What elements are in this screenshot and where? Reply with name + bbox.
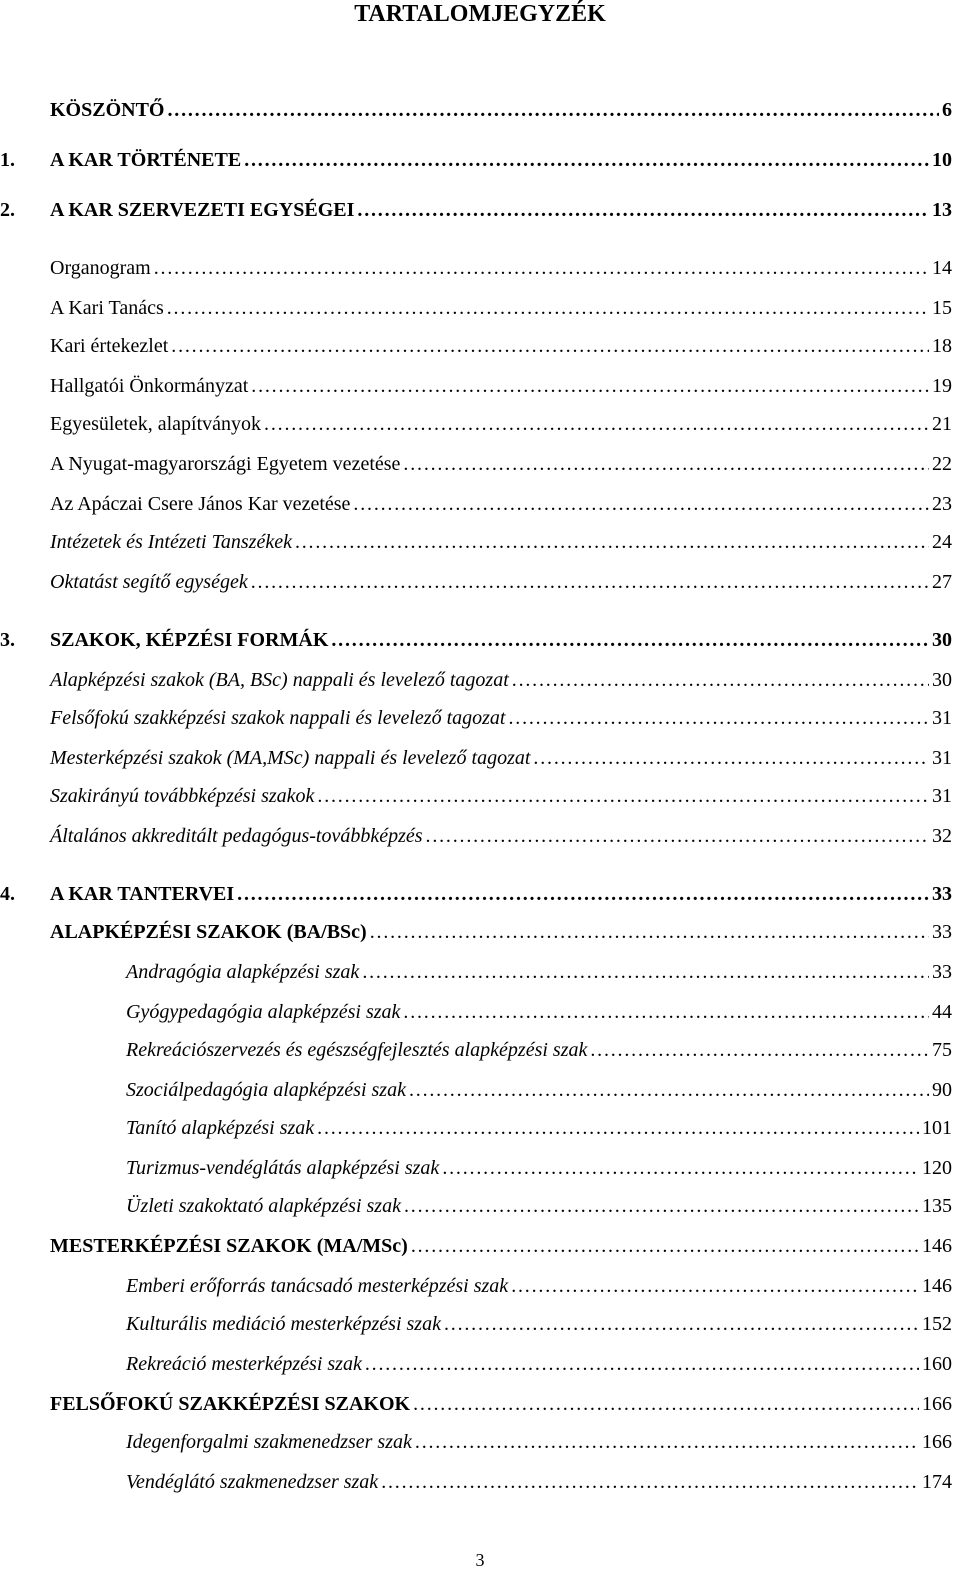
toc-entry[interactable] (0, 778, 952, 808)
toc-entry-title: Általános akkreditált pedagógus-továbbképzés (50, 825, 423, 847)
toc-entry-page: 27 (932, 571, 952, 593)
toc-entry[interactable] (0, 994, 952, 1024)
toc-entry[interactable] (0, 192, 952, 222)
toc-entry-title: MESTERKÉPZÉSI SZAKOK (MA/MSc) (50, 1235, 408, 1257)
toc-entry-page: 31 (932, 785, 952, 807)
toc-entry-number: 3. (0, 629, 15, 651)
toc-entry-page: 32 (932, 825, 952, 847)
toc-entry-page: 14 (932, 257, 952, 279)
toc-dot-leader (511, 1274, 919, 1298)
toc-entry-page: 13 (932, 199, 952, 221)
toc-entry[interactable] (0, 1150, 952, 1180)
toc-entry-title: A KAR TÖRTÉNETE (50, 149, 242, 171)
toc-entry-page: 31 (932, 707, 952, 729)
toc-entry[interactable] (0, 1072, 952, 1102)
toc-dot-leader (409, 1078, 929, 1102)
toc-entry-page: 101 (922, 1117, 952, 1139)
toc-dot-leader (244, 148, 929, 172)
toc-entry[interactable] (0, 1032, 952, 1062)
toc-entry-title: A KAR SZERVEZETI EGYSÉGEI (50, 199, 355, 221)
toc-entry[interactable] (0, 142, 952, 172)
toc-entry[interactable] (0, 406, 952, 436)
toc-dot-leader (413, 1392, 919, 1416)
toc-entry-page: 6 (942, 99, 952, 121)
toc-entry[interactable] (0, 1424, 952, 1454)
toc-entry-page: 31 (932, 747, 952, 769)
toc-entry-page: 44 (932, 1001, 952, 1023)
toc-entry-title: Mesterképzési szakok (MA,MSc) nappali és levelező tagozat (50, 747, 531, 769)
toc-dot-leader (251, 374, 929, 398)
toc-entry[interactable] (0, 876, 952, 906)
toc-dot-leader (415, 1430, 919, 1454)
toc-dot-leader (264, 412, 929, 436)
toc-dot-leader (533, 746, 929, 770)
toc-entry-page: 135 (922, 1195, 952, 1217)
toc-entry-title: Idegenforgalmi szakmenedzser szak (126, 1431, 412, 1453)
toc-dot-leader (370, 920, 929, 944)
toc-entry[interactable] (0, 700, 952, 730)
toc-entry-page: 33 (932, 921, 952, 943)
toc-entry[interactable] (0, 1110, 952, 1140)
toc-dot-leader (411, 1234, 919, 1258)
toc-entry-title: Emberi erőforrás tanácsadó mesterképzési szak (126, 1275, 509, 1297)
toc-entry-title: Üzleti szakoktató alapképzési szak (126, 1195, 401, 1217)
toc-entry-title: Organogram (50, 257, 151, 279)
toc-entry-page: 23 (932, 493, 952, 515)
toc-entry[interactable] (0, 368, 952, 398)
toc-entry-page: 18 (932, 335, 952, 357)
toc-entry-page: 75 (932, 1039, 952, 1061)
toc-entry-page: 33 (932, 961, 952, 983)
toc-entry-title: Kari értekezlet (50, 335, 169, 357)
toc-dot-leader (154, 256, 929, 280)
toc-entry-title: Tanító alapképzési szak (126, 1117, 315, 1139)
toc-entry-page: 21 (932, 413, 952, 435)
toc-entry-title: A KAR TANTERVEI (50, 883, 235, 905)
toc-entry-page: 24 (932, 531, 952, 553)
toc-entry-title: Alapképzési szakok (BA, BSc) nappali és levelező tagozat (50, 669, 509, 691)
toc-entry-title: Turizmus-vendéglátás alapképzési szak (126, 1157, 440, 1179)
toc-dot-leader (167, 98, 939, 122)
toc-entry[interactable] (0, 290, 952, 320)
toc-entry-title: A Kari Tanács (50, 297, 164, 319)
toc-dot-leader (365, 1352, 919, 1376)
toc-dot-leader (590, 1038, 929, 1062)
toc-entry-page: 166 (922, 1431, 952, 1453)
toc-entry-page: 15 (932, 297, 952, 319)
toc-dot-leader (295, 530, 929, 554)
toc-entry[interactable] (0, 92, 952, 122)
toc-dot-leader (251, 570, 929, 594)
toc-entry-title: Egyesületek, alapítványok (50, 413, 262, 435)
toc-dot-leader (317, 784, 929, 808)
toc-entry-page: 30 (932, 669, 952, 691)
toc-entry[interactable] (0, 1228, 952, 1258)
toc-entry[interactable] (0, 1188, 952, 1218)
toc-entry[interactable] (0, 1306, 952, 1336)
toc-entry-title: Rekreációszervezés és egészségfejlesztés alapképzési szak (126, 1039, 588, 1061)
toc-dot-leader (331, 628, 929, 652)
toc-entry-page: 146 (922, 1275, 952, 1297)
toc-entry-number: 2. (0, 199, 15, 221)
toc-entry[interactable] (0, 818, 952, 848)
toc-entry-title: SZAKOK, KÉPZÉSI FORMÁK (50, 629, 329, 651)
toc-dot-leader (508, 706, 929, 730)
toc-dot-leader (381, 1470, 919, 1494)
toc-entry-title: Andragógia alapképzési szak (126, 961, 360, 983)
toc-entry-page: 160 (922, 1353, 952, 1375)
toc-entry-page: 174 (922, 1471, 952, 1493)
toc-entry-title: Rekreáció mesterképzési szak (126, 1353, 362, 1375)
toc-entry[interactable] (0, 250, 952, 280)
toc-entry-number: 1. (0, 149, 15, 171)
toc-entry[interactable] (0, 1386, 952, 1416)
toc-dot-leader (403, 452, 929, 476)
toc-entry-title: Szakirányú továbbképzési szakok (50, 785, 315, 807)
toc-entry-title: Intézetek és Intézeti Tanszékek (50, 531, 292, 553)
page-title: TARTALOMJEGYZÉK (354, 1, 606, 27)
toc-dot-leader (237, 882, 929, 906)
toc-entry-page: 22 (932, 453, 952, 475)
toc-entry[interactable] (0, 524, 952, 554)
toc-dot-leader (404, 1194, 919, 1218)
toc-entry[interactable] (0, 446, 952, 476)
toc-entry[interactable] (0, 564, 952, 594)
toc-dot-leader (444, 1312, 919, 1336)
toc-entry-number: 4. (0, 883, 15, 905)
toc-dot-leader (512, 668, 929, 692)
toc-dot-leader (353, 492, 929, 516)
toc-dot-leader (426, 824, 929, 848)
toc-entry-page: 30 (932, 629, 952, 651)
toc-entry-page: 10 (932, 149, 952, 171)
page-number: 3 (475, 1550, 485, 1570)
toc-entry[interactable] (0, 954, 952, 984)
toc-entry[interactable] (0, 1268, 952, 1298)
toc-dot-leader (171, 334, 929, 358)
toc-entry-title: FELSŐFOKÚ SZAKKÉPZÉSI SZAKOK (50, 1393, 411, 1415)
toc-dot-leader (167, 296, 929, 320)
toc-dot-leader (403, 1000, 929, 1024)
toc-entry-title: Gyógypedagógia alapképzési szak (126, 1001, 401, 1023)
toc-entry-title: Kulturális mediáció mesterképzési szak (126, 1313, 441, 1335)
toc-entry[interactable] (0, 740, 952, 770)
toc-dot-leader (362, 960, 929, 984)
toc-entry-page: 152 (922, 1313, 952, 1335)
toc-entry-page: 120 (922, 1157, 952, 1179)
toc-entry-page: 166 (922, 1393, 952, 1415)
toc-dot-leader (357, 198, 929, 222)
toc-entry-title: A Nyugat-magyarországi Egyetem vezetése (50, 453, 401, 475)
toc-entry-page: 90 (932, 1079, 952, 1101)
toc-entry[interactable] (0, 662, 952, 692)
toc-entry-title: Oktatást segítő egységek (50, 571, 248, 593)
toc-entry-title: Az Apáczai Csere János Kar vezetése (50, 493, 351, 515)
toc-dot-leader (442, 1156, 919, 1180)
toc-entry[interactable] (0, 622, 952, 652)
toc-entry[interactable] (0, 328, 952, 358)
toc-entry-page: 146 (922, 1235, 952, 1257)
toc-entry-title: KÖSZÖNTŐ (50, 99, 165, 121)
toc-entry-title: Szociálpedagógia alapképzési szak (126, 1079, 406, 1101)
toc-entry-title: Vendéglátó szakmenedzser szak (126, 1471, 379, 1493)
toc-entry[interactable] (0, 1464, 952, 1494)
toc-entry[interactable] (0, 914, 952, 944)
toc-entry-title: Hallgatói Önkormányzat (50, 375, 249, 397)
toc-entry-page: 33 (932, 883, 952, 905)
toc-entry-title: Felsőfokú szakképzési szakok nappali és levelező tagozat (50, 707, 506, 729)
toc-entry[interactable] (0, 486, 952, 516)
toc-entry-page: 19 (932, 375, 952, 397)
toc-dot-leader (317, 1116, 919, 1140)
toc-entry-title: ALAPKÉPZÉSI SZAKOK (BA/BSc) (50, 921, 367, 943)
toc-entry[interactable] (0, 1346, 952, 1376)
